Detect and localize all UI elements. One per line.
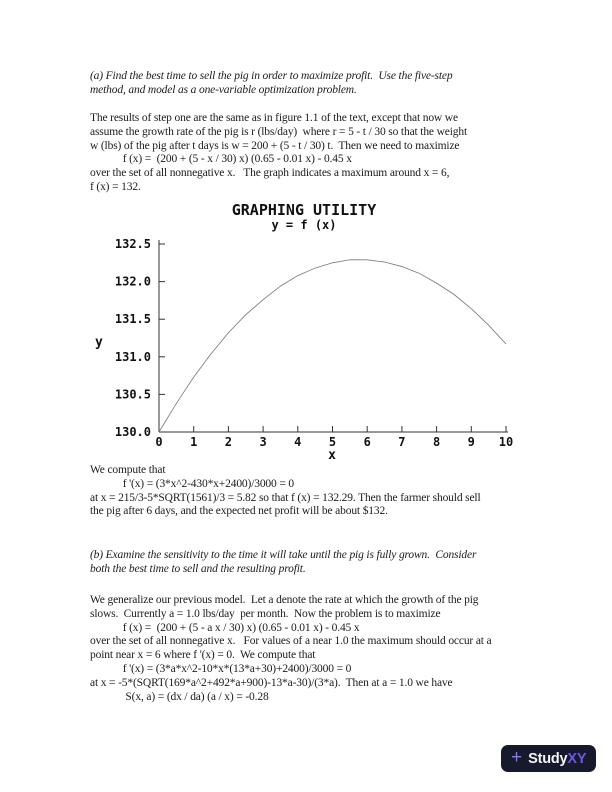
text-line: assume the growth rate of the pig is r (lbs/day) where r = 5 - t / 30 so that the weight — [90, 125, 468, 138]
text-line: The results of step one are the same as in figure 1.1 of the text, except that now we — [90, 112, 458, 124]
problem-b-prompt — [90, 549, 476, 577]
text-line: We compute that — [90, 464, 166, 476]
y-tick-label: 132.0 — [114, 274, 151, 289]
x-tick-label: 6 — [363, 435, 371, 449]
text-line: f (x) = 132. — [90, 180, 141, 193]
text-line: over the set of all nonnegative x. The graph indicates a maximum around x = 6, — [90, 167, 450, 180]
x-tick-label: 1 — [190, 435, 198, 449]
text-line: (a) Find the best time to sell the pig in order to maximize profit. Use the five-step — [90, 70, 453, 82]
text-line: f '(x) = (3*x^2-430*x+2400)/3000 = 0 — [90, 477, 295, 490]
wordmark-xy: XY — [567, 750, 587, 767]
text-line: method, and model as a one-variable optimization problem. — [90, 83, 357, 96]
text-line: f '(x) = (3*a*x^2-10*x*(13*a+30)+2400)/3000 = 0 — [90, 662, 352, 675]
text-line: at x = 215/3-5*SQRT(1561)/3 = 5.82 so that f (x) = 132.29. Then the farmer should sell — [90, 491, 481, 504]
solution-b-body — [90, 594, 492, 704]
wordmark-study: Study — [528, 750, 568, 767]
y-axis-label: y — [95, 335, 103, 350]
chart-svg — [0, 196, 612, 466]
y-tick-label: 132.5 — [114, 237, 151, 251]
text-line: S(x, a) = (dx / da) (a / x) = -0.28 — [90, 690, 269, 703]
x-tick-label: 5 — [328, 435, 337, 449]
text-line: both the best time to sell and the resulting profit. — [90, 562, 306, 575]
text-line: (b) Examine the sensitivity to the time it will take until the pig is fully grown. Consider — [90, 549, 477, 561]
x-axis-label: x — [328, 448, 336, 463]
solution-a-compute — [90, 464, 481, 519]
x-tick-label: 10 — [498, 435, 514, 449]
x-tick-label: 4 — [294, 435, 302, 449]
x-tick-label: 2 — [224, 435, 233, 449]
curve — [159, 260, 506, 432]
x-tick-label: 9 — [467, 435, 475, 449]
x-tick-label: 0 — [155, 435, 163, 449]
chart-subtitle: y = f (x) — [271, 218, 337, 232]
x-tick-label: 8 — [432, 435, 441, 449]
text-line: over the set of all nonnegative x. For values of a near 1.0 the maximum should occur at a — [90, 635, 492, 648]
x-tick-label: 3 — [259, 435, 267, 449]
y-tick-label: 130.0 — [114, 425, 151, 439]
x-tick-label: 7 — [398, 435, 406, 449]
plus-icon: + — [511, 747, 523, 768]
studyxy-wordmark — [528, 751, 586, 767]
y-tick-label: 131.0 — [114, 349, 151, 364]
problem-a-prompt — [90, 70, 453, 98]
text-line: slows. Currently a = 1.0 lbs/day per month. Now the problem is to maximize — [90, 607, 441, 620]
y-tick-label: 130.5 — [114, 387, 151, 402]
text-line: f (x) = (200 + (5 - a x / 30) x) (0.65 - 0.01 x) - 0.45 x — [90, 621, 360, 634]
text-line: We generalize our previous model. Let a denote the rate at which the growth of the pig — [90, 594, 479, 606]
text-line: point near x = 6 where f '(x) = 0. We compute that — [90, 649, 316, 662]
text-line: w (lbs) of the pig after t days is w = 200 + (5 - t / 30) t. Then we need to maximize — [90, 139, 460, 152]
studyxy-badge[interactable] — [501, 745, 596, 772]
text-line: at x = -5*(SQRT(169*a^2+492*a+900)-13*a-30)/(3*a). Then at a = 1.0 we have — [90, 676, 453, 689]
text-line: f (x) = (200 + (5 - x / 30) x) (0.65 - 0.01 x) - 0.45 x — [90, 153, 352, 166]
y-tick-label: 131.5 — [114, 312, 151, 327]
text-line: the pig after 6 days, and the expected net profit will be about $132. — [90, 505, 388, 518]
chart-title: GRAPHING UTILITY — [231, 201, 377, 219]
solution-a-body — [90, 112, 467, 195]
